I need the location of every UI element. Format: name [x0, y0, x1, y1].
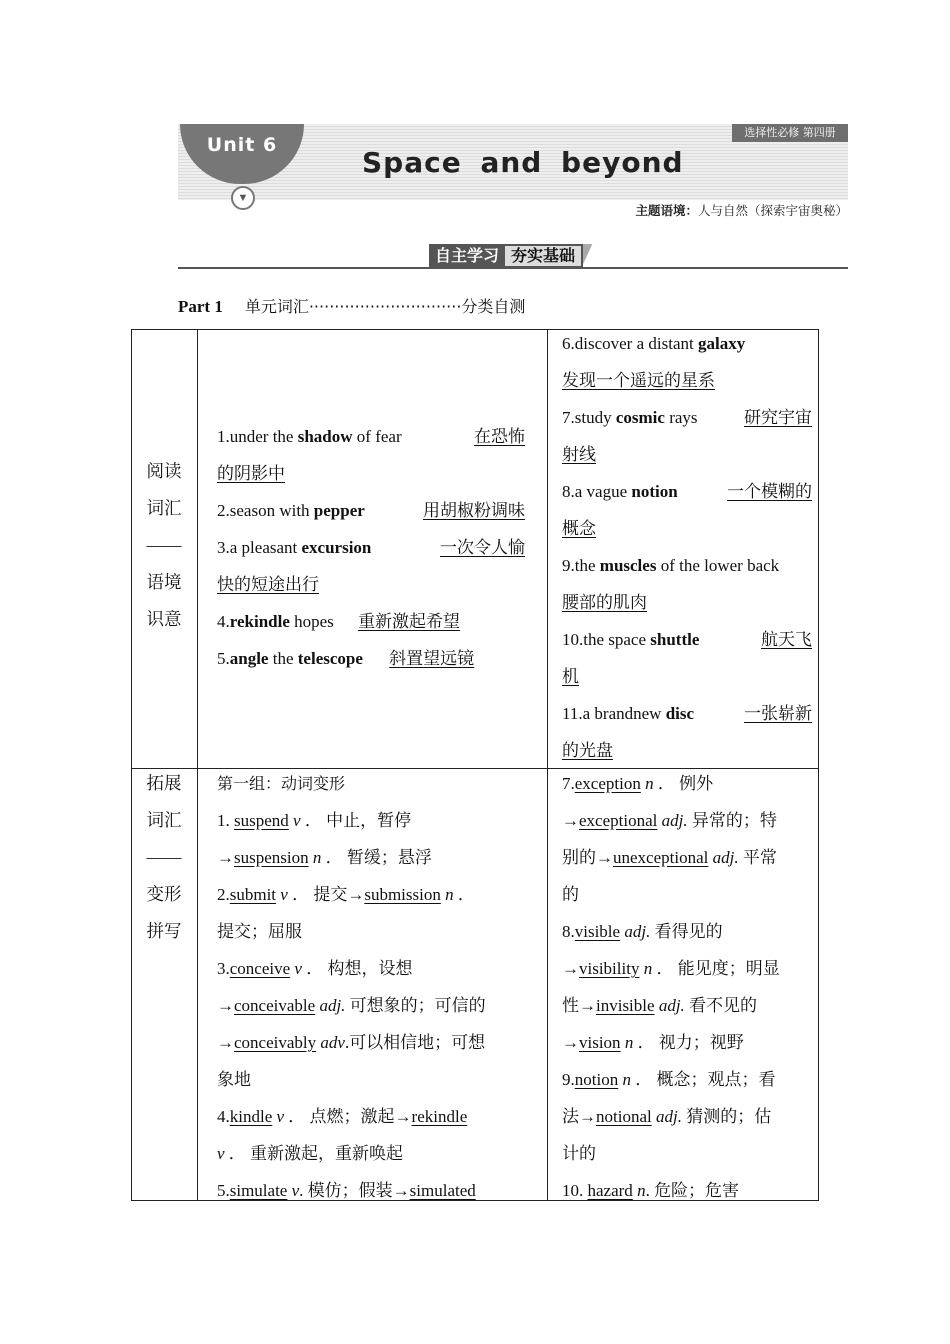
list-item: →conceivable adj. 可想象的；可信的: [217, 996, 486, 1015]
list-item: 7.study cosmic rays 研究宇宙: [562, 399, 812, 436]
label-line: 词汇: [146, 498, 182, 518]
list-item-cont: [562, 362, 812, 399]
answer: 的光盘: [562, 741, 613, 760]
label-line: 拓展: [146, 773, 182, 793]
answer: 航天飞: [761, 630, 812, 649]
answer: 概念: [562, 519, 596, 538]
list-item: 2.submit v ． 提交→submission n ．: [217, 885, 475, 904]
list-item: 3.conceive v ． 构想，设想: [217, 959, 413, 978]
answer: 研究宇宙: [744, 408, 812, 427]
page-title: Space and beyond: [362, 146, 684, 179]
list-item: 7.exception n ． 例外: [562, 774, 714, 793]
list-item: 8.visible adj. 看得见的: [562, 922, 723, 941]
answer: 射线: [562, 445, 596, 464]
list-item: 4.kindle v ． 点燃；激起→rekindle: [217, 1107, 468, 1126]
list-item: 9.the muscles of the lower back: [562, 556, 780, 575]
list-item-cont: 计的: [562, 1144, 596, 1163]
list-item-cont: [562, 658, 812, 695]
list-item: 2.season with pepper 用胡椒粉调味: [217, 492, 525, 529]
list-item-cont: [562, 436, 812, 473]
list-item: →suspension n ． 暂缓；悬浮: [217, 848, 432, 867]
list-item: 10. hazard n. 危险；危害: [562, 1181, 740, 1200]
list-item-cont: [217, 566, 525, 603]
label-line: 语境: [146, 572, 182, 592]
part-heading: [178, 294, 525, 317]
list-item: 性→invisible adj. 看不见的: [562, 996, 758, 1015]
list-item: 8.a vague notion 一个模糊的: [562, 473, 812, 510]
section-badge: [429, 244, 595, 268]
list-item: 法→notional adj. 猜测的；估: [562, 1107, 772, 1126]
list-item-cont: 象地: [217, 1070, 251, 1089]
label-line: ——: [146, 847, 182, 867]
theme-value: 人与自然（探索宇宙奥秘）: [697, 204, 848, 218]
group-title: 第一组：动词变形: [217, 774, 346, 793]
answer: 一个模糊的: [727, 482, 812, 501]
answer: 腰部的肌肉: [562, 593, 647, 612]
row2-right: [562, 765, 814, 1209]
label-line: 词汇: [146, 810, 182, 830]
answer: 重新激起希望: [358, 612, 461, 631]
answer: 发现一个遥远的星系: [562, 371, 715, 390]
list-item: 10.the space shuttle 航天飞: [562, 621, 812, 658]
answer: 机: [562, 667, 579, 686]
list-item: 3.a pleasant excursion 一次令人愉: [217, 529, 525, 566]
chevron-down-icon: ▼: [231, 186, 255, 210]
list-item: →conceivably adv.可以相信地；可想: [217, 1033, 486, 1052]
list-item-cont: 的: [562, 885, 579, 904]
list-item: 5.angle the telescope 斜置望远镜: [217, 649, 475, 668]
table-divider: [547, 330, 548, 1200]
list-item: 9.notion n ． 概念；观点；看: [562, 1070, 776, 1089]
book-badge: 选择性必修 第四册: [732, 124, 848, 142]
answer: 的阴影中: [217, 464, 285, 483]
list-item: 4.rekindle hopes 重新激起希望: [217, 612, 461, 631]
row1-label: [132, 453, 196, 638]
answer: 斜置望远镜: [389, 649, 475, 668]
list-item: →exceptional adj. 异常的；特: [562, 811, 777, 830]
answer: 用胡椒粉调味: [423, 501, 525, 520]
part-label: Part 1: [178, 297, 223, 316]
part-title: 单元词汇······························分类自测: [244, 297, 526, 316]
row2-left: [217, 765, 535, 1209]
row2-label: [132, 765, 196, 950]
list-item: →vision n ． 视力；视野: [562, 1033, 744, 1052]
list-item: 6.discover a distant galaxy: [562, 334, 746, 353]
label-line: 拼写: [146, 921, 182, 941]
answer: 快的短途出行: [217, 575, 319, 594]
answer: 在恐怖: [474, 427, 525, 446]
label-line: 阅读: [146, 461, 182, 481]
list-item-cont: [562, 510, 812, 547]
theme-line: [578, 201, 848, 219]
list-item-cont: [562, 732, 812, 769]
list-item-cont: [217, 455, 525, 492]
section-badge-tail: [583, 244, 595, 268]
label-line: 变形: [146, 884, 182, 904]
label-line: ——: [146, 535, 182, 555]
list-item-cont: 提交；屈服: [217, 922, 302, 941]
theme-label: 主题语境：: [635, 204, 698, 218]
list-item: 1.under the shadow of fear 在恐怖: [217, 418, 525, 455]
section-badge-left: 自主学习: [429, 244, 505, 268]
list-item: 1. suspend v ． 中止，暂停: [217, 811, 412, 830]
row1-right: [562, 325, 812, 769]
section-badge-right: 夯实基础: [505, 244, 583, 268]
list-item: →visibility n ． 能见度；明显: [562, 959, 780, 978]
label-line: 识意: [146, 609, 182, 629]
row1-left: [217, 418, 525, 677]
list-item: 11.a brandnew disc 一张崭新: [562, 695, 812, 732]
list-item: 别的→unexceptional adj. 平常: [562, 848, 777, 867]
vocab-table: [131, 329, 819, 1201]
answer: 一张崭新: [744, 704, 812, 723]
answer: 一次令人愉: [440, 538, 525, 557]
list-item-cont: [562, 584, 812, 621]
list-item-cont: v ． 重新激起，重新唤起: [217, 1144, 404, 1163]
unit-label: Unit 6: [206, 134, 278, 156]
table-divider: [197, 330, 198, 1200]
list-item: 5.simulate v. 模仿；假装→simulated: [217, 1181, 476, 1200]
